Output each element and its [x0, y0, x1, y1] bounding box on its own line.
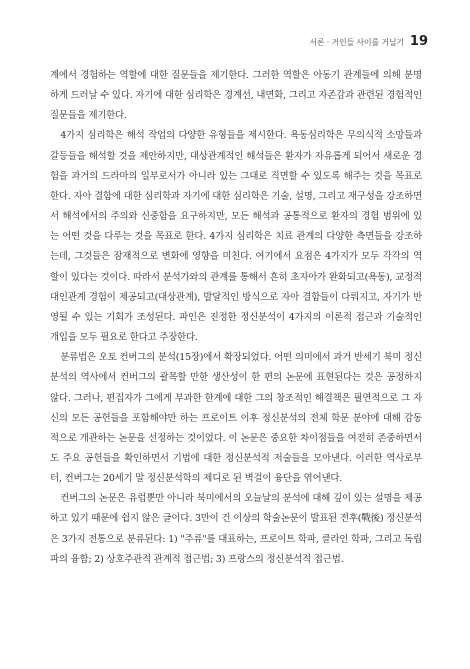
running-header-section-title: 서론 · 거인들 사이를 거닐기 — [309, 38, 404, 47]
paragraph-1: 계에서 경험하는 역할에 대한 질문들을 제기한다. 그러한 역할은 아동기 관계들에 의해 분명하게 드러날 수 있다. 자기에 대한 심리학은 경계선, 내면화, 그리고 자존감과 관련된 경험적인 질문들을 제기한다. — [50, 70, 422, 122]
page-number: 19 — [409, 34, 428, 49]
paragraph-4: 컨버그의 논문은 유럽뿐만 아니라 북미에서의 오늘날의 분석에 대해 깊이 있는 설명을 제공하고 있기 때문에 쉽지 않은 글이다. 3만이 건 이상의 학술논문이 발표된 전후(戰後) 정신분석은 3가지 전통으로 분류된다: 1) "주류"를 대표하는, 프로이트 학파, 클라인 학파, 그리고 독립파의 융합; 2) 상호주관적 관계적 접근법; 3) 프랑스의 정신분석적 접근법. — [50, 493, 422, 565]
running-header — [309, 34, 428, 49]
body-text — [50, 66, 422, 570]
paragraph-2: 4가지 심리학은 해석 작업의 다양한 유형들을 제시한다. 욕동심리학은 무의식적 소망들과 갈등들을 해석할 것을 제안하지만, 대상관계적인 해석들은 환자가 자유롭게 되어서 새로운 경험을 과거의 드라마의 일부로서가 아니라 있는 그대로 직면할 수 있도록 해주는 것을 목표로 한다. 자아 결함에 대한 심리학과 자기에 대한 심리학은 기술, 설명, 그리고 재구성을 강조하면서 해석에서의 주의와 신중함을 요구하지만, 모든 해석과 공통적으로 환자의 경험 범위에 있는 어떤 것을 다루는 것을 목표로 한다. 4가지 심리학은 치료 관계의 다양한 측면들을 강조하는데, 그것들은 잠재적으로 변화에 영향을 미친다. 여기에서 요점은 4가지가 모두 각각의 역할이 있다는 것이다. 따라서 분석가와의 관계를 통해서 흔히 초자아가 완화되고(욕동), 교정적 대인관계 경험이 제공되고(대상관계), 발달적인 방식으로 자아 결함들이 다뤄지고, 자기가 반영될 수 있는 기회가 조성된다. 파인은 진정한 정신분석이 4가지의 이론적 접근과 기술적인 개입을 모두 필요로 한다고 주장한다. — [50, 130, 422, 344]
paragraph-3: 분류법은 오토 컨버그의 분석(15장)에서 확장되었다. 어떤 의미에서 과거 반세기 북미 정신분석의 역사에서 컨버그의 괄목할 만한 생산성이 한 편의 논문에 표현된다는 것은 공정하지 않다. 그러나, 편집자가 그에게 부과한 한계에 대한 그의 창조적인 해결책은 필연적으로 그 자신의 모든 공헌들을 포함해야만 하는 프로이트 이후 정신분석의 전체 학문 분야에 대해 감동적으로 개관하는 논문을 선정하는 것이었다. 이 논문은 중요한 차이점들을 여전히 존중하면서도 주요 공헌들을 확인하면서 기법에 대한 정신분석적 저술들을 모아낸다. 이러한 역사로부터, 컨버그는 20세기 말 정신분석학의 제디로 된 벽걸이 융단을 엮어낸다. — [50, 352, 422, 485]
